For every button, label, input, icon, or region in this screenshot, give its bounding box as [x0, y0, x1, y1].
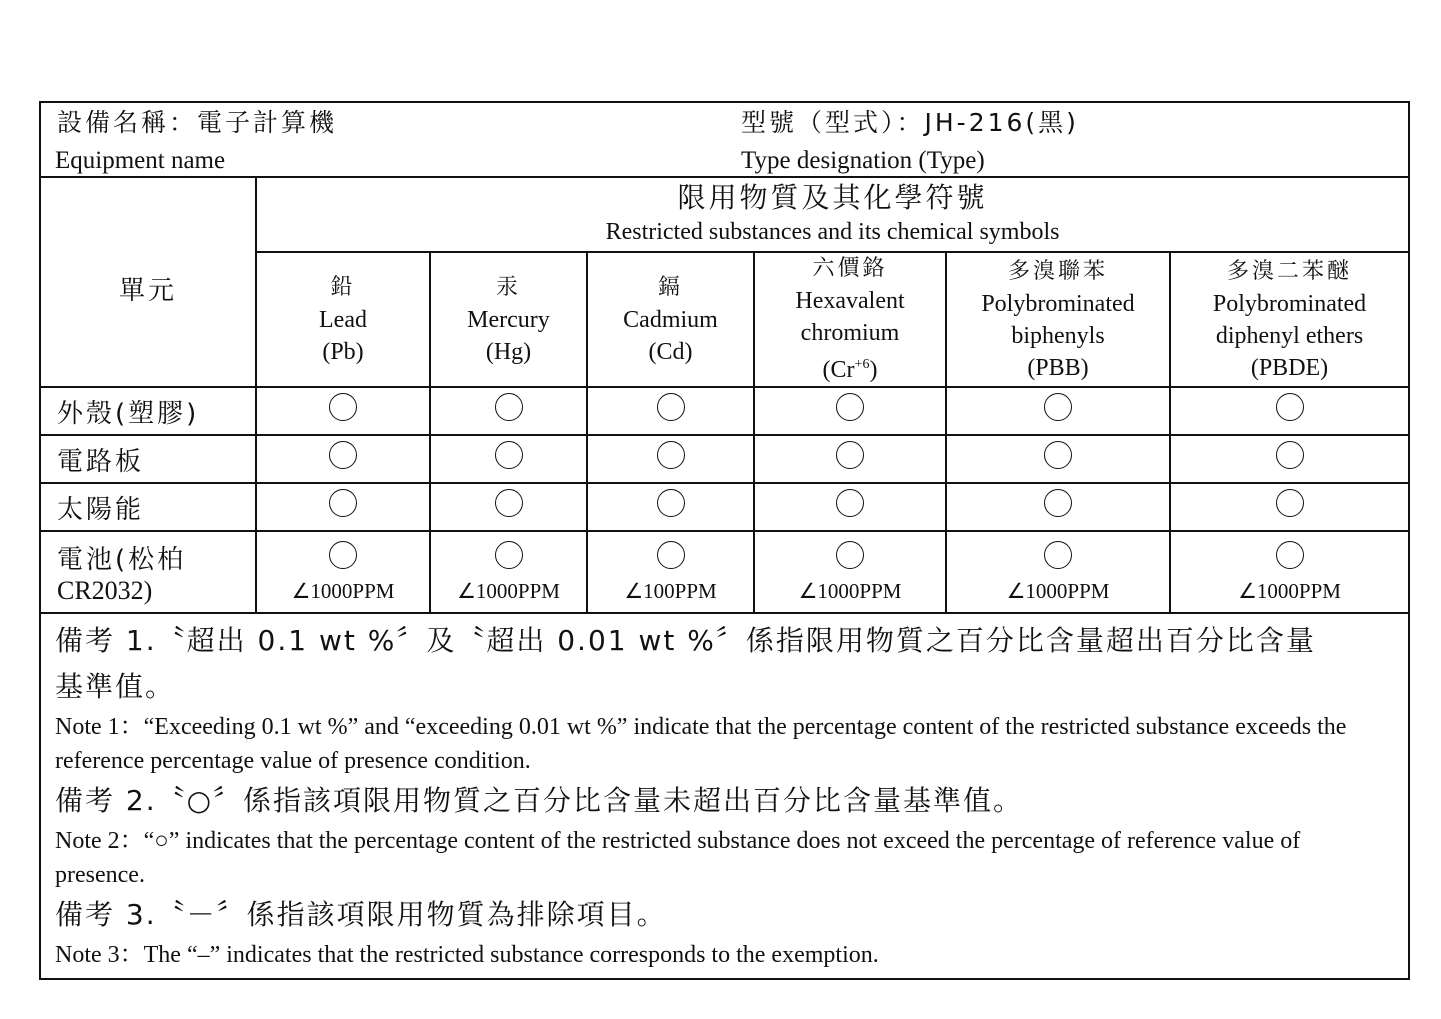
circle-mark-icon — [657, 489, 685, 517]
substance-pbb: 多溴聯苯 Polybrominated biphenyls (PBB) — [946, 252, 1170, 387]
circle-mark-icon — [495, 541, 523, 569]
unit-housing: 外殼(塑膠) — [40, 387, 256, 435]
mark-cell — [256, 387, 430, 435]
circle-mark-icon — [329, 441, 357, 469]
equipment-name-en: Equipment name — [55, 147, 226, 174]
notes-section — [40, 613, 1409, 979]
circle-mark-icon — [1276, 441, 1304, 469]
mark-cell — [946, 435, 1170, 483]
note-1-cn: 備考 1.〝超出 0.1 wt %〞及〝超出 0.01 wt %〞係指限用物質之百分比含量超出百分比含量 — [55, 624, 1316, 657]
unit-column-header: 單元 — [40, 177, 256, 387]
note-1-cn-cont: 基準值。 — [55, 670, 176, 703]
circle-mark-icon — [1044, 541, 1072, 569]
circle-mark-icon — [1276, 393, 1304, 421]
table-row — [40, 387, 1409, 435]
circle-mark-icon — [836, 489, 864, 517]
mark-cell — [587, 387, 754, 435]
restricted-substances-title — [256, 177, 1409, 252]
unit-circuit-board: 電路板 — [40, 435, 256, 483]
mark-cell: ∠1000PPM — [430, 531, 587, 613]
circle-mark-icon — [657, 441, 685, 469]
cr-symbol: $(Cr^{+6})$ — [822, 357, 878, 383]
circle-mark-icon — [495, 393, 523, 421]
table-row — [40, 483, 1409, 531]
rohs-table — [39, 101, 1410, 980]
circle-mark-icon — [495, 441, 523, 469]
mark-cell — [754, 387, 946, 435]
mark-cell — [754, 435, 946, 483]
circle-mark-icon — [1044, 393, 1072, 421]
circle-mark-icon — [836, 393, 864, 421]
note-2-cn: 備考 2.〝○〞係指該項限用物質之百分比含量未超出百分比含量基準值。 — [55, 784, 1024, 817]
mark-cell — [946, 387, 1170, 435]
mark-cell — [256, 483, 430, 531]
unit-solar: 太陽能 — [40, 483, 256, 531]
substance-hexavalent-chromium: 六價鉻 Hexavalent chromium $(Cr^{+6})$ — [754, 252, 946, 387]
circle-mark-icon — [657, 393, 685, 421]
mark-cell: ∠1000PPM — [1170, 531, 1409, 613]
restricted-title-en: Restricted substances and its chemical symbols — [605, 218, 1060, 245]
circle-mark-icon — [329, 541, 357, 569]
mark-cell — [754, 483, 946, 531]
mark-cell — [430, 483, 587, 531]
mark-cell — [430, 435, 587, 483]
note-1-en: Note 1：“Exceeding 0.1 wt %” and “exceeding 0.01 wt %” indicate that the percentage content of the restricted substance exceeds the reference percentage value of presence condition. — [55, 714, 1347, 774]
circle-mark-icon — [1276, 489, 1304, 517]
unit-battery: 電池(松柏 CR2032) — [40, 531, 256, 613]
circle-mark-icon — [329, 489, 357, 517]
substance-pbde: 多溴二苯醚 Polybrominated diphenyl ethers (PBDE) — [1170, 252, 1409, 387]
mark-cell: ∠100PPM — [587, 531, 754, 613]
substance-lead: 鉛 Lead (Pb) — [256, 252, 430, 387]
mark-cell: ∠1000PPM — [946, 531, 1170, 613]
circle-mark-icon — [836, 441, 864, 469]
mark-cell: ∠1000PPM — [256, 531, 430, 613]
mark-cell — [946, 483, 1170, 531]
circle-mark-icon — [495, 489, 523, 517]
note-3-cn: 備考 3.〝－〞係指該項限用物質為排除項目。 — [55, 898, 667, 931]
circle-mark-icon — [1276, 541, 1304, 569]
substance-mercury: 汞 Mercury (Hg) — [430, 252, 587, 387]
note-2-en: Note 2：“○” indicates that the percentage content of the restricted substance does not exceed the percentage of reference value of presence. — [55, 828, 1301, 888]
restricted-title-cn: 限用物質及其化學符號 — [677, 180, 988, 214]
mark-cell: ∠1000PPM — [754, 531, 946, 613]
type-designation-cn: 型號（型式）：JH-216(黑) — [741, 108, 1079, 137]
table-row — [40, 435, 1409, 483]
mark-cell — [256, 435, 430, 483]
mark-cell — [1170, 387, 1409, 435]
circle-mark-icon — [329, 393, 357, 421]
type-designation-en: Type designation (Type) — [741, 147, 985, 174]
rohs-declaration-sheet — [39, 101, 1408, 980]
circle-mark-icon — [836, 541, 864, 569]
equipment-header — [40, 102, 1409, 177]
table-row — [40, 531, 1409, 613]
circle-mark-icon — [1044, 441, 1072, 469]
equipment-name-cn: 設備名稱：電子計算機 — [57, 108, 338, 137]
mark-cell — [1170, 483, 1409, 531]
substance-cadmium: 鎘 Cadmium (Cd) — [587, 252, 754, 387]
note-3-en: Note 3：The “–” indicates that the restricted substance corresponds to the exemption. — [55, 942, 879, 968]
mark-cell — [1170, 435, 1409, 483]
circle-mark-icon — [657, 541, 685, 569]
circle-mark-icon — [1044, 489, 1072, 517]
mark-cell — [587, 483, 754, 531]
mark-cell — [430, 387, 587, 435]
mark-cell — [587, 435, 754, 483]
